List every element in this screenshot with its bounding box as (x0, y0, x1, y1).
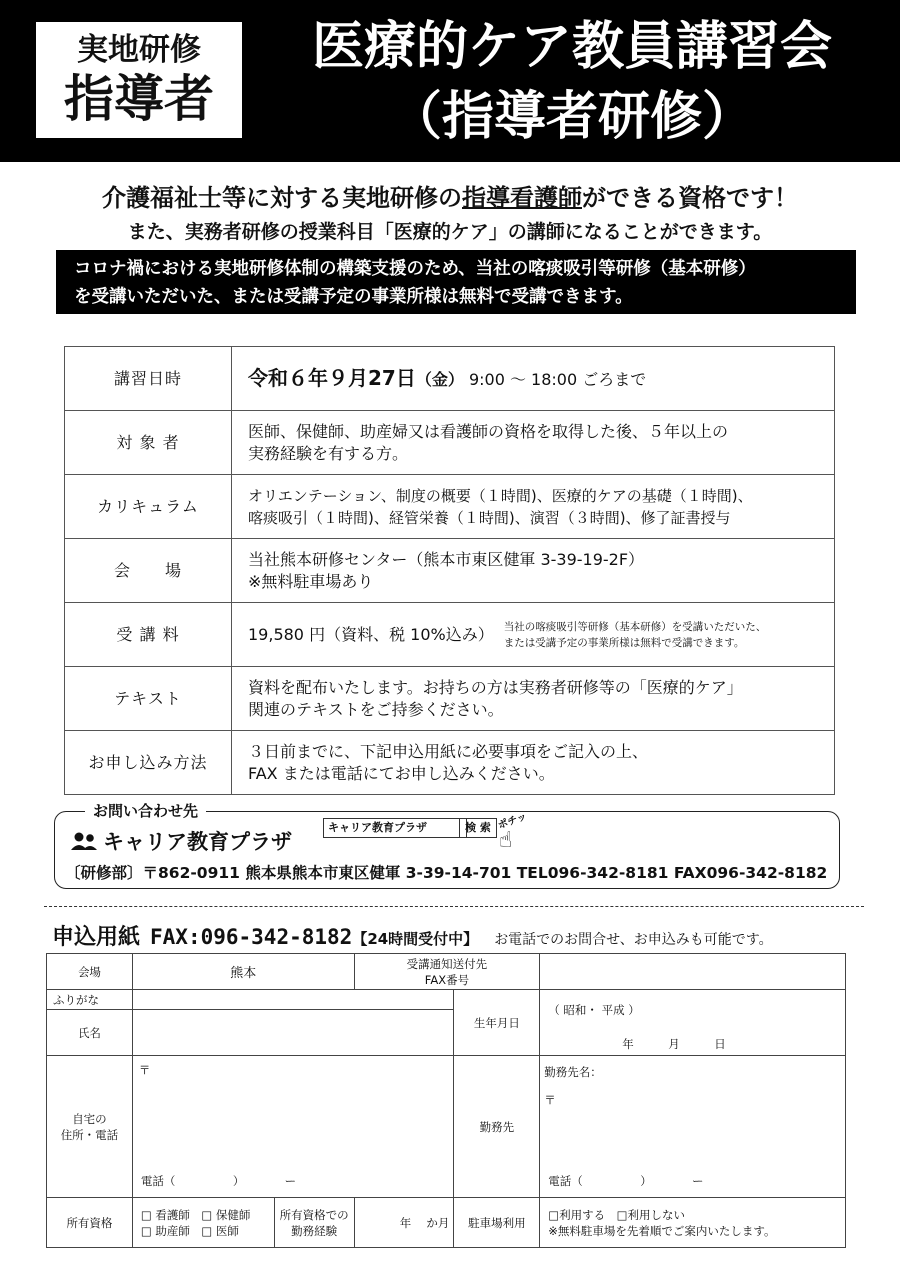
qual-label: 所有資格 (47, 1198, 133, 1248)
qual-line2: □ 助産師 □ 医師 (140, 1223, 239, 1238)
contact-box (54, 802, 840, 889)
venue-line1: 当社熊本研修センター（熊本市東区健軍 3-39-19-2F） (248, 549, 645, 569)
date-main: 令和６年９月27日 (248, 365, 416, 390)
table-row (65, 667, 835, 731)
lead-text-underlined: 指導看護師 (462, 184, 582, 212)
instructor-badge (36, 22, 242, 138)
exp-label-line2: 勤務経験 (291, 1223, 338, 1238)
form-fax: FAX:096-342-8182 (150, 925, 353, 949)
click-mark: ポチッ (496, 811, 529, 832)
target-line1: 医師、保健師、助産婦又は看護師の資格を取得した後、５年以上の (248, 421, 729, 441)
target-line2: 実務経験を有する方。 (248, 443, 409, 463)
form-title (52, 920, 773, 951)
work-postal-mark: 〒 (544, 1093, 556, 1107)
form-hours: 【24時間受付中】 (352, 930, 479, 948)
table-row (65, 347, 835, 411)
pointing-hand-icon: ☝ (499, 828, 513, 853)
brand-text: キャリア教育プラザ (103, 830, 292, 854)
date-time: 9:00 ～ 18:00 ごろまで (468, 369, 647, 389)
venue-value (232, 539, 835, 603)
page-title (262, 12, 882, 152)
form-note: お電話でのお問合せ、お申込みも可能です。 (494, 932, 773, 948)
table-row (65, 411, 835, 475)
text-label: テキスト (65, 667, 232, 731)
target-value (232, 411, 835, 475)
notice-line1: コロナ禍における実地研修体制の構築支援のため、当社の喀痰吸引等研修（基本研修） (74, 259, 756, 279)
notify-label (354, 954, 540, 990)
text-value (232, 667, 835, 731)
birth-ymd: 年 月 日 (622, 1037, 726, 1051)
home-postal-mark: 〒 (138, 1063, 151, 1077)
venue-label: 会 場 (65, 539, 232, 603)
apply-line2: FAX または電話にてお申し込みください。 (248, 763, 555, 783)
qual-options[interactable] (132, 1198, 274, 1248)
notify-label-line1: 受講通知送付先 (406, 956, 488, 971)
venue-field-value: 熊本 (132, 954, 354, 990)
lead-line1 (0, 178, 900, 213)
notify-label-line2: FAX番号 (424, 972, 470, 987)
title-line1: 医療的ケア教員講習会 (311, 17, 832, 77)
notice-line2: を受講いただいた、または受講予定の事業所様は無料で受講できます。 (74, 287, 633, 307)
header-banner (0, 0, 900, 162)
lead-text-c: ができる資格です！ (582, 184, 798, 212)
home-label-line2: 住所・電話 (60, 1127, 119, 1142)
name-label: 氏名 (47, 1010, 133, 1056)
furigana-field[interactable] (132, 990, 454, 1010)
fee-value (232, 603, 835, 667)
venue-field-label: 会場 (47, 954, 133, 990)
apply-value (232, 731, 835, 795)
date-label: 講習日時 (65, 347, 232, 411)
text-line1: 資料を配布いたします。お持ちの方は実務者研修等の「医療的ケア」 (248, 677, 743, 697)
date-value (232, 347, 835, 411)
table-row (65, 475, 835, 539)
curriculum-value (232, 475, 835, 539)
fee-note-line1: 当社の喀痰吸引等研修（基本研修）を受講いただいた、 (503, 620, 767, 633)
fee-note-line2: または受講予定の事業所様は無料で受講できます。 (503, 636, 745, 649)
table-row (65, 731, 835, 795)
badge-line2: 指導者 (64, 70, 214, 128)
exp-label (274, 1198, 354, 1248)
parking-field[interactable] (540, 1198, 846, 1248)
fee-label: 受 講 料 (65, 603, 232, 667)
lead-text-a: 介護福祉士等に対する実地研修の (102, 184, 462, 212)
search-button[interactable]: 検 索 (459, 818, 497, 838)
table-row (47, 1198, 846, 1248)
table-row (47, 1056, 846, 1198)
contact-label: お問い合わせ先 (85, 800, 206, 821)
birth-label: 生年月日 (454, 990, 540, 1056)
exp-field[interactable]: 年 か月 (354, 1198, 454, 1248)
curriculum-label: カリキュラム (65, 475, 232, 539)
parking-note: ※無料駐車場を先着順でご案内いたします。 (548, 1223, 776, 1238)
furigana-label: ふりがな (47, 990, 133, 1010)
apply-label: お申し込み方法 (65, 731, 232, 795)
lead-line2: また、実務者研修の授業科目「医療的ケア」の講師になることができます。 (127, 221, 773, 243)
text-line2: 関連のテキストをご持参ください。 (248, 699, 504, 719)
exp-label-line1: 所有資格での (279, 1207, 349, 1222)
birth-field[interactable] (540, 990, 846, 1056)
work-label: 勤務先 (454, 1056, 540, 1198)
title-line2: （指導者研修） (389, 87, 754, 147)
fee-main: 19,580 円（資料、税 10%込み） (248, 624, 494, 644)
home-label (47, 1056, 133, 1198)
qual-line1: □ 看護師 □ 保健師 (140, 1207, 251, 1222)
form-title-text: 申込用紙 (52, 925, 141, 950)
search-box[interactable]: キャリア教育プラザ (323, 818, 467, 838)
application-form (46, 953, 846, 1248)
work-name-label: 勤務先名： (544, 1065, 602, 1079)
curriculum-line2: 喀痰吸引（１時間)、経管栄養（１時間)、演習（３時間)、修了証書授与 (248, 508, 731, 527)
date-dow: （金） (415, 369, 464, 389)
home-address-field[interactable] (132, 1056, 454, 1198)
fax-number-field[interactable] (540, 954, 846, 990)
badge-line1: 実地研修 (77, 32, 201, 68)
venue-line2: ※無料駐車場あり (248, 571, 374, 591)
people-icon (71, 831, 97, 851)
home-phone-line: 電話（ ） ー (140, 1174, 297, 1188)
brand-name (71, 826, 292, 856)
table-row (65, 603, 835, 667)
table-row (47, 954, 846, 990)
contact-address: 〔研修部〕〒862-0911 熊本県熊本市東区健軍 3-39-14-701 TEL096-342-8181 FAX096-342-8182 (65, 864, 828, 882)
free-notice (56, 250, 856, 314)
table-row (47, 990, 846, 1010)
target-label: 対 象 者 (65, 411, 232, 475)
birth-era: （ 昭和・ 平成 ） (548, 1003, 640, 1017)
apply-line1: ３日前までに、下記申込用紙に必要事項をご記入の上、 (248, 741, 649, 761)
home-label-line1: 自宅の (72, 1111, 107, 1126)
cut-line (44, 906, 864, 907)
work-phone-line: 電話（ ） ー (548, 1174, 704, 1188)
course-info-table (64, 346, 835, 795)
curriculum-line1: オリエンテーション、制度の概要（１時間)、医療的ケアの基礎（１時間)、 (248, 486, 753, 505)
table-row (65, 539, 835, 603)
fee-note (504, 619, 767, 651)
work-field[interactable] (540, 1056, 846, 1198)
name-field[interactable] (132, 1010, 454, 1056)
parking-label: 駐車場利用 (454, 1198, 540, 1248)
parking-options: □利用する □利用しない (548, 1207, 686, 1222)
